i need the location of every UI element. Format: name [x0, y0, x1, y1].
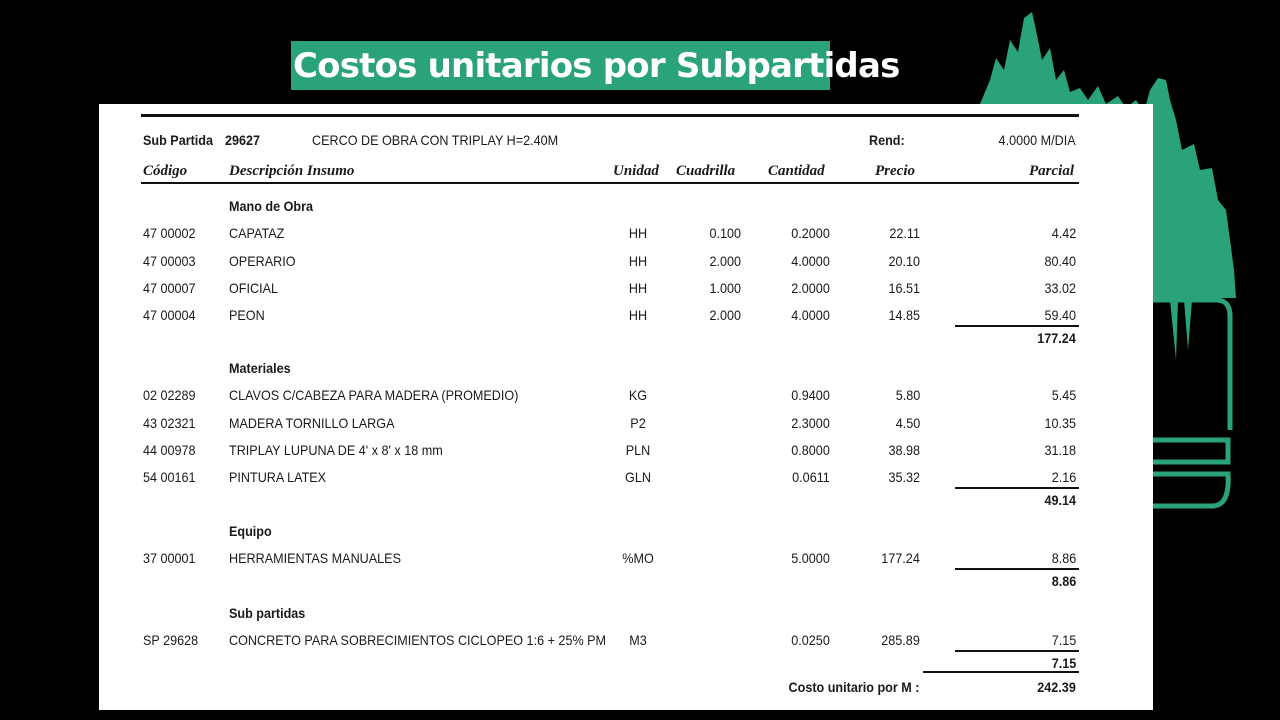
- row-parcial: 33.02: [1044, 280, 1076, 296]
- row-parcial: 2.16: [1051, 469, 1076, 485]
- row-cantidad: 2.3000: [791, 415, 830, 431]
- sub-partida-code: 29627: [225, 132, 261, 148]
- row-precio: 16.51: [888, 280, 920, 296]
- row-precio: 285.89: [881, 632, 920, 648]
- row-cantidad: 2.0000: [791, 280, 830, 296]
- row-cantidad: 0.9400: [791, 387, 830, 403]
- row-descripcion: CLAVOS C/CABEZA PARA MADERA (PROMEDIO): [229, 387, 519, 403]
- row-unidad: HH: [628, 225, 648, 241]
- slide-title: Costos unitarios por Subpartidas: [291, 41, 830, 90]
- row-parcial: 80.40: [1044, 253, 1076, 269]
- header-rule: [141, 182, 1079, 184]
- row-descripcion: TRIPLAY LUPUNA DE 4' x 8' x 18 mm: [229, 442, 443, 458]
- row-cantidad: 0.8000: [791, 442, 830, 458]
- row-cuadrilla: 1.000: [709, 280, 741, 296]
- row-codigo: 47 00007: [143, 280, 196, 296]
- row-codigo: SP 29628: [143, 632, 199, 648]
- row-unidad: HH: [628, 307, 648, 323]
- sub-partida-description: CERCO DE OBRA CON TRIPLAY H=2.40M: [312, 132, 559, 148]
- row-precio: 4.50: [895, 415, 920, 431]
- row-codigo: 47 00004: [143, 307, 196, 323]
- row-precio: 14.85: [888, 307, 920, 323]
- row-precio: 22.11: [889, 225, 920, 241]
- subtotal-rule: [955, 568, 1079, 570]
- section-subtotal: 7.15: [1051, 655, 1076, 671]
- row-cantidad: 0.0611: [792, 469, 830, 485]
- row-descripcion: OFICIAL: [229, 280, 279, 296]
- header-cantidad: Cantidad: [768, 163, 825, 179]
- row-cantidad: 0.0250: [791, 632, 830, 648]
- row-unidad: P2: [630, 415, 646, 431]
- header-unidad: Unidad: [613, 163, 659, 179]
- section-subtotal: 49.14: [1044, 492, 1076, 508]
- row-cantidad: 4.0000: [791, 253, 830, 269]
- row-unidad: KG: [628, 387, 648, 403]
- row-descripcion: MADERA TORNILLO LARGA: [229, 415, 395, 431]
- row-codigo: 54 00161: [143, 469, 196, 485]
- row-cuadrilla: 2.000: [709, 307, 741, 323]
- row-cuadrilla: 0.100: [709, 225, 741, 241]
- subtotal-rule: [955, 650, 1079, 652]
- row-cuadrilla: 2.000: [709, 253, 741, 269]
- row-parcial: 10.35: [1044, 415, 1076, 431]
- row-precio: 38.98: [888, 442, 920, 458]
- row-descripcion: PINTURA LATEX: [229, 469, 327, 485]
- row-precio: 35.32: [888, 469, 920, 485]
- header-parcial: Parcial: [1029, 163, 1074, 179]
- row-cantidad: 0.2000: [791, 225, 830, 241]
- section-subtotal: 177.24: [1037, 330, 1076, 346]
- row-descripcion: CONCRETO PARA SOBRECIMIENTOS CICLOPEO 1:6 + 25% PM: [229, 632, 607, 648]
- row-unidad: %MO: [622, 550, 654, 566]
- row-unidad: HH: [628, 280, 648, 296]
- row-cantidad: 5.0000: [791, 550, 830, 566]
- row-descripcion: CAPATAZ: [229, 225, 285, 241]
- row-precio: 177.24: [881, 550, 920, 566]
- section-subtotal: 8.86: [1051, 573, 1076, 589]
- section-title: Sub partidas: [229, 605, 306, 621]
- row-parcial: 7.15: [1051, 632, 1076, 648]
- row-parcial: 31.18: [1044, 442, 1076, 458]
- row-descripcion: HERRAMIENTAS MANUALES: [229, 550, 401, 566]
- row-codigo: 44 00978: [143, 442, 196, 458]
- subtotal-rule: [955, 325, 1079, 327]
- row-unidad: HH: [628, 253, 648, 269]
- row-parcial: 5.45: [1051, 387, 1076, 403]
- row-unidad: M3: [629, 632, 647, 648]
- sub-partida-label: Sub Partida: [143, 132, 214, 148]
- row-codigo: 37 00001: [143, 550, 196, 566]
- subtotal-rule: [955, 487, 1079, 489]
- row-unidad: GLN: [625, 469, 651, 485]
- header-cuadrilla: Cuadrilla: [676, 163, 736, 179]
- total-label: Costo unitario por M :: [788, 679, 919, 695]
- row-parcial: 4.42: [1051, 225, 1076, 241]
- row-parcial: 8.86: [1051, 550, 1076, 566]
- row-cantidad: 4.0000: [791, 307, 830, 323]
- header-codigo: Código: [143, 163, 188, 179]
- section-title: Equipo: [229, 523, 272, 539]
- row-codigo: 47 00003: [143, 253, 196, 269]
- total-value: 242.39: [1037, 679, 1076, 695]
- header-precio: Precio: [875, 163, 915, 179]
- top-rule: [141, 114, 1079, 117]
- row-precio: 20.10: [888, 253, 920, 269]
- rend-label: Rend:: [869, 132, 905, 148]
- row-codigo: 43 02321: [143, 415, 196, 431]
- total-rule: [923, 671, 1079, 673]
- row-precio: 5.80: [895, 387, 920, 403]
- row-parcial: 59.40: [1044, 307, 1076, 323]
- section-title: Mano de Obra: [229, 198, 314, 214]
- row-codigo: 47 00002: [143, 225, 196, 241]
- row-codigo: 02 02289: [143, 387, 196, 403]
- section-title: Materiales: [229, 360, 291, 376]
- row-descripcion: OPERARIO: [229, 253, 296, 269]
- rend-value: 4.0000 M/DIA: [998, 132, 1076, 148]
- cost-analysis-sheet: [99, 104, 1153, 710]
- header-descripcion: Descripción Insumo: [229, 163, 355, 179]
- row-unidad: PLN: [625, 442, 651, 458]
- row-descripcion: PEON: [229, 307, 265, 323]
